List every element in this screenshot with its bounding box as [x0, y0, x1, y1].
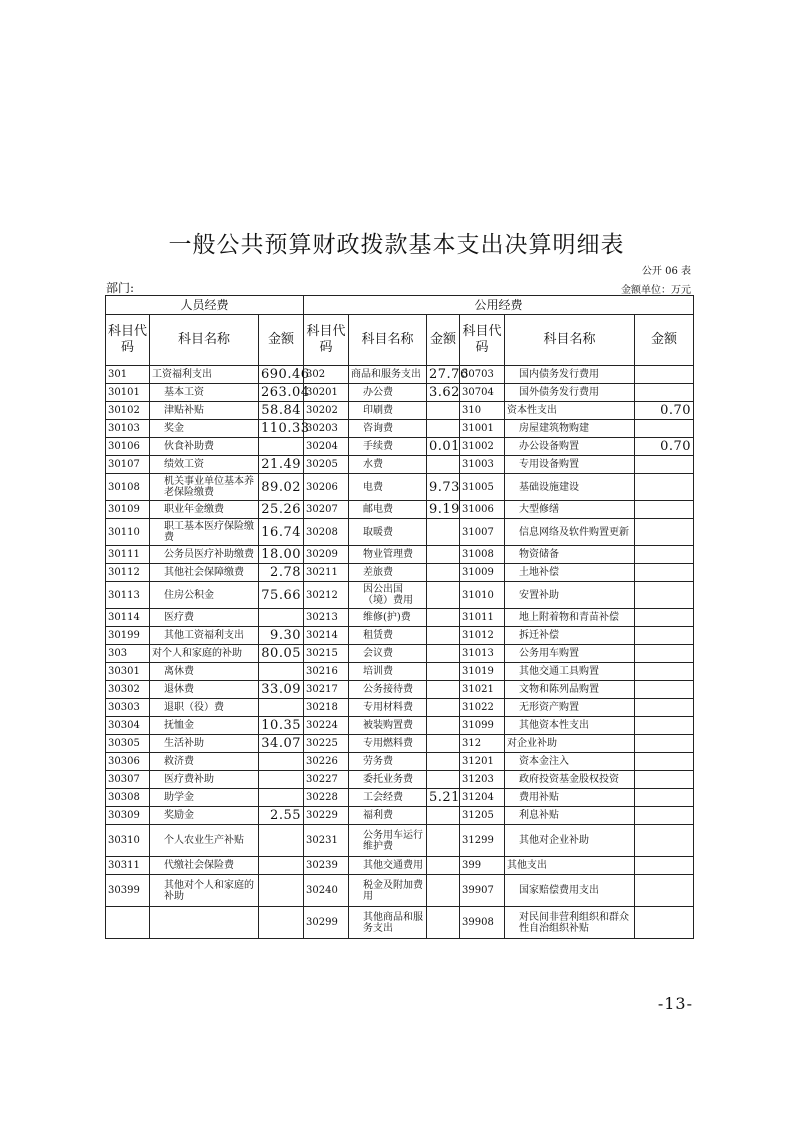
cell-amount [427, 735, 460, 753]
cell-name: 津贴补贴 [150, 402, 259, 420]
cell-name: 工会经费 [349, 789, 427, 807]
cell-code: 31012 [460, 627, 505, 645]
cell-amount [635, 875, 694, 907]
cell-code: 30229 [304, 807, 349, 825]
cell-code: 30218 [304, 699, 349, 717]
cell-code: 30108 [106, 474, 150, 501]
expenditure-table [105, 295, 694, 939]
cell-name: 土地补偿 [505, 564, 635, 582]
cell-name: 伙食补助费 [150, 438, 259, 456]
cell-amount: 0.01 [427, 438, 460, 456]
cell-amount [427, 627, 460, 645]
table-row [106, 681, 694, 699]
cell-amount [635, 825, 694, 857]
cell-code: 30211 [304, 564, 349, 582]
cell-name: 个人农业生产补贴 [150, 825, 259, 857]
cell-code: 30301 [106, 663, 150, 681]
table-row [106, 789, 694, 807]
cell-name: 办公设备购置 [505, 438, 635, 456]
cell-code: 31008 [460, 546, 505, 564]
cell-code: 30111 [106, 546, 150, 564]
cell-code: 39908 [460, 907, 505, 939]
header-code: 科目代码 [460, 315, 505, 366]
cell-name: 助学金 [150, 789, 259, 807]
cell-code: 30307 [106, 771, 150, 789]
table-row [106, 717, 694, 735]
header-name: 科目名称 [505, 315, 635, 366]
cell-name: 职业年金缴费 [150, 501, 259, 519]
cell-amount [259, 663, 304, 681]
cell-amount: 0.70 [635, 438, 694, 456]
cell-amount [427, 645, 460, 663]
cell-name: 物资储备 [505, 546, 635, 564]
cell-amount [259, 438, 304, 456]
cell-name: 其他工资福利支出 [150, 627, 259, 645]
cell-name: 因公出国（境）费用 [349, 582, 427, 609]
cell-code: 30106 [106, 438, 150, 456]
cell-amount [259, 857, 304, 875]
table-row [106, 735, 694, 753]
cell-amount [427, 681, 460, 699]
cell-code: 30227 [304, 771, 349, 789]
cell-name: 租赁费 [349, 627, 427, 645]
cell-code: 30207 [304, 501, 349, 519]
cell-amount: 27.76 [427, 366, 460, 384]
cell-code: 30103 [106, 420, 150, 438]
cell-code: 30199 [106, 627, 150, 645]
cell-code: 30212 [304, 582, 349, 609]
cell-code: 31205 [460, 807, 505, 825]
cell-name: 资本性支出 [505, 402, 635, 420]
cell-code: 31204 [460, 789, 505, 807]
cell-name: 国家赔偿费用支出 [505, 875, 635, 907]
cell-code: 312 [460, 735, 505, 753]
cell-code: 31019 [460, 663, 505, 681]
cell-name: 咨询费 [349, 420, 427, 438]
cell-name: 手续费 [349, 438, 427, 456]
cell-amount [427, 857, 460, 875]
cell-name: 税金及附加费用 [349, 875, 427, 907]
cell-amount [427, 807, 460, 825]
cell-code: 31001 [460, 420, 505, 438]
header-amount: 金额 [427, 315, 460, 366]
header-amount: 金额 [259, 315, 304, 366]
cell-name: 对企业补助 [505, 735, 635, 753]
cell-code: 30217 [304, 681, 349, 699]
cell-amount: 5.21 [427, 789, 460, 807]
cell-code: 31013 [460, 645, 505, 663]
table-row [106, 645, 694, 663]
cell-amount [635, 789, 694, 807]
cell-name: 职工基本医疗保险缴费 [150, 519, 259, 546]
cell-code: 30203 [304, 420, 349, 438]
cell-name: 办公费 [349, 384, 427, 402]
cell-name: 医疗费 [150, 609, 259, 627]
cell-code: 30205 [304, 456, 349, 474]
table-row [106, 875, 694, 907]
cell-code: 30224 [304, 717, 349, 735]
table-row [106, 474, 694, 501]
cell-code: 30399 [106, 875, 150, 907]
cell-name: 专用设备购置 [505, 456, 635, 474]
cell-name: 工资福利支出 [150, 366, 259, 384]
cell-name: 会议费 [349, 645, 427, 663]
cell-name: 对民间非营利组织和群众性自治组织补贴 [505, 907, 635, 939]
table-row [106, 857, 694, 875]
cell-name: 绩效工资 [150, 456, 259, 474]
cell-name: 国外债务发行费用 [505, 384, 635, 402]
cell-name: 其他交通工具购置 [505, 663, 635, 681]
cell-name: 生活补助 [150, 735, 259, 753]
cell-code: 30209 [304, 546, 349, 564]
cell-amount: 21.49 [259, 456, 304, 474]
cell-name: 劳务费 [349, 753, 427, 771]
cell-amount [635, 663, 694, 681]
cell-amount [427, 875, 460, 907]
cell-amount [427, 717, 460, 735]
cell-name: 其他交通费用 [349, 857, 427, 875]
cell-name: 公务用车运行维护费 [349, 825, 427, 857]
cell-amount: 25.26 [259, 501, 304, 519]
section-public: 公用经费 [304, 296, 694, 315]
cell-code: 30309 [106, 807, 150, 825]
cell-amount [635, 384, 694, 402]
cell-name [150, 907, 259, 939]
header-code: 科目代码 [106, 315, 150, 366]
cell-code: 30225 [304, 735, 349, 753]
department-label: 部门: [106, 281, 135, 295]
cell-amount [635, 366, 694, 384]
cell-name: 基本工资 [150, 384, 259, 402]
cell-amount [427, 519, 460, 546]
cell-amount [259, 771, 304, 789]
table-row [106, 366, 694, 384]
cell-name: 物业管理费 [349, 546, 427, 564]
table-row [106, 456, 694, 474]
cell-name: 拆迁补偿 [505, 627, 635, 645]
table-row [106, 627, 694, 645]
table-body [106, 366, 694, 939]
cell-amount [427, 771, 460, 789]
cell-name: 医疗费补助 [150, 771, 259, 789]
cell-amount: 9.19 [427, 501, 460, 519]
cell-name: 大型修缮 [505, 501, 635, 519]
cell-amount: 263.04 [259, 384, 304, 402]
cell-amount [259, 907, 304, 939]
cell-amount [259, 753, 304, 771]
cell-name: 住房公积金 [150, 582, 259, 609]
cell-name: 邮电费 [349, 501, 427, 519]
cell-name: 退职（役）费 [150, 699, 259, 717]
cell-code: 30112 [106, 564, 150, 582]
cell-name: 取暖费 [349, 519, 427, 546]
cell-code: 31011 [460, 609, 505, 627]
cell-amount [259, 875, 304, 907]
cell-amount: 9.30 [259, 627, 304, 645]
cell-name: 资本金注入 [505, 753, 635, 771]
cell-amount [427, 420, 460, 438]
cell-code: 31003 [460, 456, 505, 474]
cell-code: 30240 [304, 875, 349, 907]
cell-name: 培训费 [349, 663, 427, 681]
table-row [106, 771, 694, 789]
table-row [106, 546, 694, 564]
cell-name: 代缴社会保险费 [150, 857, 259, 875]
cell-amount [635, 857, 694, 875]
cell-name: 维修(护)费 [349, 609, 427, 627]
cell-amount [635, 645, 694, 663]
cell-name: 公务接待费 [349, 681, 427, 699]
cell-amount [427, 456, 460, 474]
cell-code: 301 [106, 366, 150, 384]
cell-amount [427, 825, 460, 857]
page-number: -13- [657, 994, 693, 1013]
cell-code: 31299 [460, 825, 505, 857]
table-row [106, 501, 694, 519]
cell-code: 30204 [304, 438, 349, 456]
header-name: 科目名称 [349, 315, 427, 366]
section-personnel: 人员经费 [106, 296, 304, 315]
cell-name: 奖励金 [150, 807, 259, 825]
cell-name: 委托业务费 [349, 771, 427, 789]
cell-amount: 110.33 [259, 420, 304, 438]
cell-amount: 18.00 [259, 546, 304, 564]
cell-amount: 89.02 [259, 474, 304, 501]
cell-code: 302 [304, 366, 349, 384]
cell-amount [259, 825, 304, 857]
cell-amount [427, 663, 460, 681]
cell-name: 奖金 [150, 420, 259, 438]
cell-code: 31002 [460, 438, 505, 456]
cell-amount: 58.84 [259, 402, 304, 420]
table-row [106, 519, 694, 546]
cell-code: 31005 [460, 474, 505, 501]
cell-name: 利息补贴 [505, 807, 635, 825]
cell-code: 30113 [106, 582, 150, 609]
cell-code: 31201 [460, 753, 505, 771]
cell-name: 费用补贴 [505, 789, 635, 807]
cell-code: 303 [106, 645, 150, 663]
page-title: 一般公共预算财政拨款基本支出决算明细表 [168, 232, 625, 258]
cell-code: 30202 [304, 402, 349, 420]
cell-amount [259, 699, 304, 717]
cell-amount [635, 474, 694, 501]
cell-name: 商品和服务支出 [349, 366, 427, 384]
table-row [106, 402, 694, 420]
cell-amount [635, 907, 694, 939]
cell-amount [427, 546, 460, 564]
cell-amount: 9.73 [427, 474, 460, 501]
cell-amount [635, 717, 694, 735]
cell-name: 公务员医疗补助缴费 [150, 546, 259, 564]
cell-name: 水费 [349, 456, 427, 474]
cell-amount [635, 735, 694, 753]
cell-amount [635, 681, 694, 699]
cell-amount [427, 753, 460, 771]
cell-amount: 2.78 [259, 564, 304, 582]
cell-code: 30208 [304, 519, 349, 546]
cell-amount [635, 501, 694, 519]
cell-code [106, 907, 150, 939]
cell-name: 退休费 [150, 681, 259, 699]
cell-amount [427, 402, 460, 420]
cell-code: 30239 [304, 857, 349, 875]
table-row [106, 907, 694, 939]
table-row [106, 699, 694, 717]
cell-amount: 690.46 [259, 366, 304, 384]
cell-code: 30311 [106, 857, 150, 875]
cell-name: 福利费 [349, 807, 427, 825]
cell-amount [259, 789, 304, 807]
cell-code: 30216 [304, 663, 349, 681]
cell-code: 30303 [106, 699, 150, 717]
cell-code: 30226 [304, 753, 349, 771]
cell-amount [635, 582, 694, 609]
table-row [106, 582, 694, 609]
header-amount: 金额 [635, 315, 694, 366]
table-row [106, 663, 694, 681]
cell-name: 离休费 [150, 663, 259, 681]
cell-name: 地上附着物和青苗补偿 [505, 609, 635, 627]
cell-code: 30214 [304, 627, 349, 645]
cell-amount [635, 564, 694, 582]
cell-code: 39907 [460, 875, 505, 907]
cell-code: 310 [460, 402, 505, 420]
cell-name: 国内债务发行费用 [505, 366, 635, 384]
cell-code: 30201 [304, 384, 349, 402]
form-number: 公开 06 表 [641, 266, 691, 277]
cell-code: 30110 [106, 519, 150, 546]
cell-amount [427, 699, 460, 717]
cell-amount: 33.09 [259, 681, 304, 699]
cell-name: 机关事业单位基本养老保险缴费 [150, 474, 259, 501]
table-row [106, 564, 694, 582]
cell-amount: 0.70 [635, 402, 694, 420]
cell-name: 其他对个人和家庭的补助 [150, 875, 259, 907]
cell-code: 30114 [106, 609, 150, 627]
cell-amount [427, 564, 460, 582]
cell-name: 被装购置费 [349, 717, 427, 735]
cell-name: 信息网络及软件购置更新 [505, 519, 635, 546]
cell-code: 30703 [460, 366, 505, 384]
amount-unit-label: 金额单位：万元 [621, 285, 691, 296]
cell-code: 30231 [304, 825, 349, 857]
cell-amount [635, 546, 694, 564]
cell-code: 31007 [460, 519, 505, 546]
cell-name: 专用材料费 [349, 699, 427, 717]
cell-code: 30213 [304, 609, 349, 627]
cell-code: 30102 [106, 402, 150, 420]
table-row [106, 438, 694, 456]
cell-code: 30101 [106, 384, 150, 402]
cell-name: 政府投资基金股权投资 [505, 771, 635, 789]
cell-name: 其他商品和服务支出 [349, 907, 427, 939]
cell-code: 30215 [304, 645, 349, 663]
table-row [106, 825, 694, 857]
cell-amount [635, 627, 694, 645]
cell-code: 30109 [106, 501, 150, 519]
cell-name: 文物和陈列品购置 [505, 681, 635, 699]
cell-amount [427, 609, 460, 627]
cell-code: 30306 [106, 753, 150, 771]
cell-code: 399 [460, 857, 505, 875]
cell-amount: 3.62 [427, 384, 460, 402]
table-row [106, 384, 694, 402]
cell-name: 房屋建筑物购建 [505, 420, 635, 438]
header-code: 科目代码 [304, 315, 349, 366]
cell-code: 30206 [304, 474, 349, 501]
cell-code: 30704 [460, 384, 505, 402]
cell-code: 30228 [304, 789, 349, 807]
cell-code: 31006 [460, 501, 505, 519]
cell-name: 无形资产购置 [505, 699, 635, 717]
cell-name: 其他支出 [505, 857, 635, 875]
table-row [106, 753, 694, 771]
cell-amount [635, 699, 694, 717]
cell-code: 31010 [460, 582, 505, 609]
cell-name: 基础设施建设 [505, 474, 635, 501]
cell-amount [635, 771, 694, 789]
cell-name: 电费 [349, 474, 427, 501]
cell-code: 31009 [460, 564, 505, 582]
cell-amount [635, 807, 694, 825]
cell-amount [635, 456, 694, 474]
cell-amount [259, 609, 304, 627]
cell-code: 30302 [106, 681, 150, 699]
cell-amount [635, 420, 694, 438]
cell-amount [427, 907, 460, 939]
cell-amount: 34.07 [259, 735, 304, 753]
cell-name: 其他对企业补助 [505, 825, 635, 857]
cell-amount: 2.55 [259, 807, 304, 825]
cell-amount: 80.05 [259, 645, 304, 663]
cell-name: 其他社会保障缴费 [150, 564, 259, 582]
cell-name: 抚恤金 [150, 717, 259, 735]
cell-amount: 16.74 [259, 519, 304, 546]
cell-name: 公务用车购置 [505, 645, 635, 663]
cell-code: 31021 [460, 681, 505, 699]
cell-amount: 75.66 [259, 582, 304, 609]
cell-code: 31099 [460, 717, 505, 735]
header-name: 科目名称 [150, 315, 259, 366]
cell-code: 30299 [304, 907, 349, 939]
cell-code: 30107 [106, 456, 150, 474]
cell-amount: 10.35 [259, 717, 304, 735]
cell-amount [635, 519, 694, 546]
cell-amount [635, 609, 694, 627]
table-row [106, 807, 694, 825]
table-row [106, 609, 694, 627]
cell-name: 专用燃料费 [349, 735, 427, 753]
cell-amount [427, 582, 460, 609]
cell-name: 其他资本性支出 [505, 717, 635, 735]
cell-code: 30308 [106, 789, 150, 807]
cell-code: 31203 [460, 771, 505, 789]
cell-code: 31022 [460, 699, 505, 717]
cell-code: 30310 [106, 825, 150, 857]
cell-name: 印刷费 [349, 402, 427, 420]
cell-name: 安置补助 [505, 582, 635, 609]
cell-code: 30305 [106, 735, 150, 753]
cell-code: 30304 [106, 717, 150, 735]
cell-name: 对个人和家庭的补助 [150, 645, 259, 663]
cell-name: 差旅费 [349, 564, 427, 582]
table-row [106, 420, 694, 438]
cell-amount [635, 753, 694, 771]
cell-name: 救济费 [150, 753, 259, 771]
